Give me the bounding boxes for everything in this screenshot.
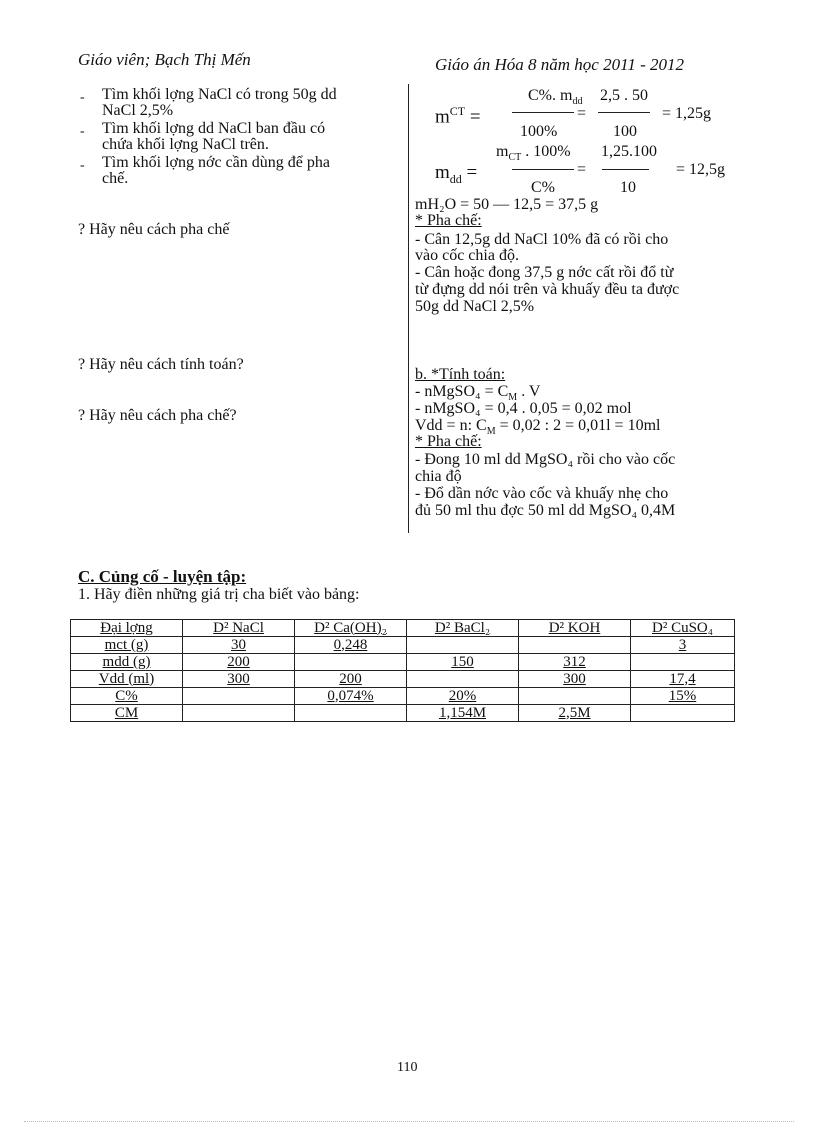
page-bottom-divider xyxy=(24,1121,794,1122)
table-cell xyxy=(183,688,295,705)
task-line: NaCl 2,5% xyxy=(102,102,174,119)
table-cell xyxy=(183,705,295,722)
table-cell: 200 xyxy=(183,654,295,671)
table-header-cell: D² CuSO₄ xyxy=(631,620,735,637)
formula-numerator-2: 1,25.100 xyxy=(601,143,657,160)
step-line: - Đong 10 ml dd MgSO₄ rồi cho vào cốc xyxy=(415,451,676,468)
formula-numerator: C%. $m_{dd}$ xyxy=(528,87,583,108)
table-cell: 30 xyxy=(183,637,295,654)
question-pha-che-2: ? Hãy nêu cách pha chế? xyxy=(78,407,237,424)
table-cell xyxy=(407,671,519,688)
table-cell: Vdd (ml) xyxy=(71,671,183,688)
table-cell xyxy=(631,654,735,671)
task-line: chứa khối lợng NaCl trên. xyxy=(102,136,269,153)
section-c-title: C. Củng cố - luyện tập: xyxy=(78,567,247,586)
table-cell xyxy=(295,705,407,722)
table-row xyxy=(71,654,735,671)
table-header-cell: D² Ca(OH)₂ xyxy=(295,620,407,637)
formula-denominator: 100% xyxy=(520,123,558,140)
formula-denominator: C% xyxy=(531,179,555,196)
formula-lhs: $m_{dd}$ = xyxy=(435,162,478,186)
table-cell xyxy=(295,654,407,671)
table-cell: 2,5M xyxy=(519,705,631,722)
pha-che-label: * Pha chế: xyxy=(415,212,482,229)
step-line: đủ 50 ml thu đợc 50 ml dd MgSO₄ 0,4M xyxy=(415,502,676,519)
formula-denominator-2: 10 xyxy=(620,179,636,196)
formula-result: = 1,25g xyxy=(662,105,712,122)
step-line: - Cân hoặc đong 37,5 g nớc cất rồi đổ từ xyxy=(415,264,674,281)
table-cell: 150 xyxy=(407,654,519,671)
document-title: Giáo án Hóa 8 năm học 2011 - 2012 xyxy=(435,55,684,74)
formula-lhs: $m^{CT}$ = xyxy=(435,104,481,128)
exercise-instruction: 1. Hãy điền những giá trị cha biết vào bảng: xyxy=(78,586,360,603)
table-cell xyxy=(631,705,735,722)
table-header-cell: Đại lợng xyxy=(71,620,183,637)
table-row xyxy=(71,637,735,654)
table-cell: 200 xyxy=(295,671,407,688)
table-cell xyxy=(407,637,519,654)
table-cell: 0,248 xyxy=(295,637,407,654)
equals-sign: = xyxy=(577,105,587,122)
task-line: chế. xyxy=(102,170,129,187)
fraction-bar xyxy=(602,169,649,170)
table-cell: 312 xyxy=(519,654,631,671)
step-line: - Cân 12,5g dd NaCl 10% đã có rồi cho xyxy=(415,231,669,248)
fraction-bar xyxy=(598,112,650,113)
bullet-icon: - xyxy=(80,90,85,105)
step-line: chia độ xyxy=(415,468,462,485)
formula-numerator-2: 2,5 . 50 xyxy=(600,87,648,104)
formula-numerator: $m_{CT}$ . 100% xyxy=(496,143,571,164)
table-cell: mct (g) xyxy=(71,637,183,654)
data-table xyxy=(70,619,735,722)
table-cell: 20% xyxy=(407,688,519,705)
table-cell: 0,074% xyxy=(295,688,407,705)
table-cell xyxy=(519,688,631,705)
table-header-cell: D² NaCl xyxy=(183,620,295,637)
table-cell: 15% xyxy=(631,688,735,705)
table-cell: 1,154M xyxy=(407,705,519,722)
formula-result: = 12,5g xyxy=(676,161,726,178)
table-cell: CM xyxy=(71,705,183,722)
question-pha-che: ? Hãy nêu cách pha chế xyxy=(78,221,230,238)
equals-sign: = xyxy=(577,161,587,178)
column-divider xyxy=(408,84,409,533)
table-row xyxy=(71,705,735,722)
table-cell xyxy=(519,637,631,654)
teacher-name: Giáo viên; Bạch Thị Mến xyxy=(78,50,251,69)
step-line: từ đựng dd nói trên và khuấy đều ta được xyxy=(415,281,680,298)
fraction-bar xyxy=(512,169,574,170)
table-cell: mdd (g) xyxy=(71,654,183,671)
table-header-cell: D² KOH xyxy=(519,620,631,637)
table-row xyxy=(71,671,735,688)
table-cell: 300 xyxy=(519,671,631,688)
bullet-icon: - xyxy=(80,124,85,139)
table-cell: 300 xyxy=(183,671,295,688)
calc-line: - nMgSO₄ = 0,4 . 0,05 = 0,02 mol xyxy=(415,400,632,417)
formula-denominator-2: 100 xyxy=(613,123,637,140)
pha-che-label-2: * Pha chế: xyxy=(415,433,482,450)
calc-line: - nMgSO₄ = $C_M$ . V xyxy=(415,383,541,404)
step-line: 50g dd NaCl 2,5% xyxy=(415,298,535,315)
table-header-cell: D² BaCl₂ xyxy=(407,620,519,637)
task-line: Tìm khối lợng nớc cần dùng để pha xyxy=(102,154,330,171)
table-cell: C% xyxy=(71,688,183,705)
step-line: - Đổ dần nớc vào cốc và khuấy nhẹ cho xyxy=(415,485,669,502)
fraction-bar xyxy=(512,112,574,113)
page-number: 110 xyxy=(397,1060,418,1075)
question-tinh-toan: ? Hãy nêu cách tính toán? xyxy=(78,356,244,373)
table-cell: 3 xyxy=(631,637,735,654)
bullet-icon: - xyxy=(80,158,85,173)
table-row xyxy=(71,688,735,705)
step-line: vào cốc chia độ. xyxy=(415,247,519,264)
water-calculation: mH₂O = 50 — 12,5 = 37,5 g xyxy=(415,196,599,213)
table-cell: 17,4 xyxy=(631,671,735,688)
task-line: Tìm khối lợng dd NaCl ban đầu có xyxy=(102,120,326,137)
calc-line: Vdd = n: $C_M = 0,02$ : 2 = 0,01l = 10ml xyxy=(415,417,661,438)
table-header-row xyxy=(71,620,735,637)
part-b-label: b. *Tính toán: xyxy=(415,366,506,383)
task-line: Tìm khối lợng NaCl có trong 50g dd xyxy=(102,86,337,103)
